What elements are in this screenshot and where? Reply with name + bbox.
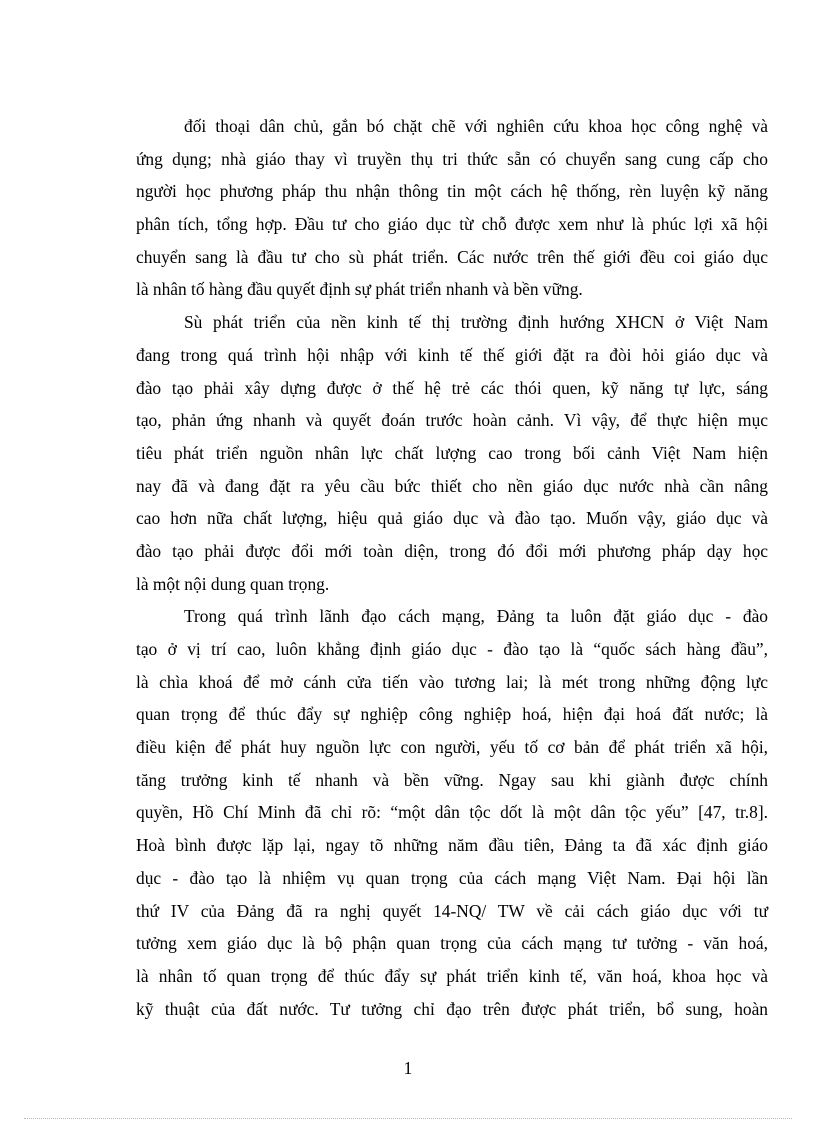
text-line: đào tạo phải xây dựng được ở thế hệ trẻ các thói quen, kỹ năng tự lực, sáng — [136, 377, 768, 398]
text-line: tưởng xem giáo dục là bộ phận quan trọng của cách mạng tư tưởng - văn hoá, — [136, 933, 768, 954]
text-line: là nhân tố quan trọng để thúc đẩy sự phát triển kinh tế, văn hoá, khoa học và — [136, 965, 768, 986]
paragraph — [136, 600, 768, 1025]
text-line: đối thoại dân chủ, gắn bó chặt chẽ với nghiên cứu khoa học công nghệ và — [184, 116, 768, 136]
text-line: đang trong quá trình hội nhập với kinh tế thế giới đặt ra đòi hỏi giáo dục và — [136, 344, 768, 365]
document-page — [136, 110, 768, 1025]
text-line: là một nội dung quan trọng. — [136, 573, 330, 594]
text-line: Sù phát triển của nền kinh tế thị trường định hướng XHCN ở Việt Nam — [184, 312, 768, 333]
text-line: nay đã và đang đặt ra yêu cầu bức thiết cho nền giáo dục nước nhà cần nâng — [136, 475, 768, 496]
text-line: dục - đào tạo là nhiệm vụ quan trọng của cách mạng Việt Nam. Đại hội lần — [136, 867, 768, 888]
text-line: đào tạo phải được đổi mới toàn diện, trong đó đổi mới phương pháp dạy học — [136, 540, 768, 561]
page-number: 1 — [403, 1058, 413, 1078]
text-line: ứng dụng; nhà giáo thay vì truyền thụ tri thức sẵn có chuyển sang cung cấp cho — [136, 148, 768, 169]
text-line: quyền, Hồ Chí Minh đã chỉ rõ: “một dân tộc dốt là một dân tộc yếu” [47, tr.8]. — [136, 802, 768, 823]
page-bottom-divider — [24, 1118, 792, 1119]
text-line: tạo ở vị trí cao, luôn khẳng định giáo dục - đào tạo là “quốc sách hàng đầu”, — [136, 639, 768, 659]
text-line: quan trọng để thúc đẩy sự nghiệp công nghiệp hoá, hiện đại hoá đất nước; là — [136, 704, 768, 725]
paragraph — [136, 306, 768, 600]
text-line: người học phương pháp thu nhận thông tin một cách hệ thống, rèn luyện kỹ năng — [136, 181, 768, 202]
text-line: Trong quá trình lãnh đạo cách mạng, Đảng ta luôn đặt giáo dục - đào — [184, 606, 768, 627]
text-line: tăng trưởng kinh tế nhanh và bền vững. Ngay sau khi giành được chính — [136, 769, 768, 790]
text-line: là chìa khoá để mở cánh cửa tiến vào tương lai; là mét trong những động lực — [136, 671, 768, 692]
text-line: chuyển sang là đầu tư cho sù phát triển. Các nước trên thế giới đều coi giáo dục — [136, 246, 768, 267]
text-line: là nhân tố hàng đầu quyết định sự phát triển nhanh và bền vững. — [136, 279, 583, 300]
text-line: điều kiện để phát huy nguồn lực con người, yếu tố cơ bản để phát triển xã hội, — [136, 737, 768, 758]
text-line: thứ IV của Đảng đã ra nghị quyết 14-NQ/ TW về cải cách giáo dục với tư — [136, 900, 768, 921]
paragraph — [136, 110, 768, 306]
text-line: phân tích, tổng hợp. Đầu tư cho giáo dục từ chỗ được xem như là phúc lợi xã hội — [136, 214, 768, 235]
text-line: cao hơn nữa chất lượng, hiệu quả giáo dục và đào tạo. Muốn vậy, giáo dục và — [136, 508, 768, 529]
text-line: kỹ thuật của đất nước. Tư tưởng chỉ đạo trên được phát triển, bổ sung, hoàn — [136, 998, 768, 1019]
text-line: Hoà bình được lặp lại, ngay tõ những năm đầu tiên, Đảng ta đã xác định giáo — [136, 835, 768, 856]
text-line: tiêu phát triển nguồn nhân lực chất lượng cao trong bối cảnh Việt Nam hiện — [136, 442, 768, 463]
text-line: tạo, phản ứng nhanh và quyết đoán trước hoàn cảnh. Vì vậy, để thực hiện mục — [136, 410, 768, 431]
